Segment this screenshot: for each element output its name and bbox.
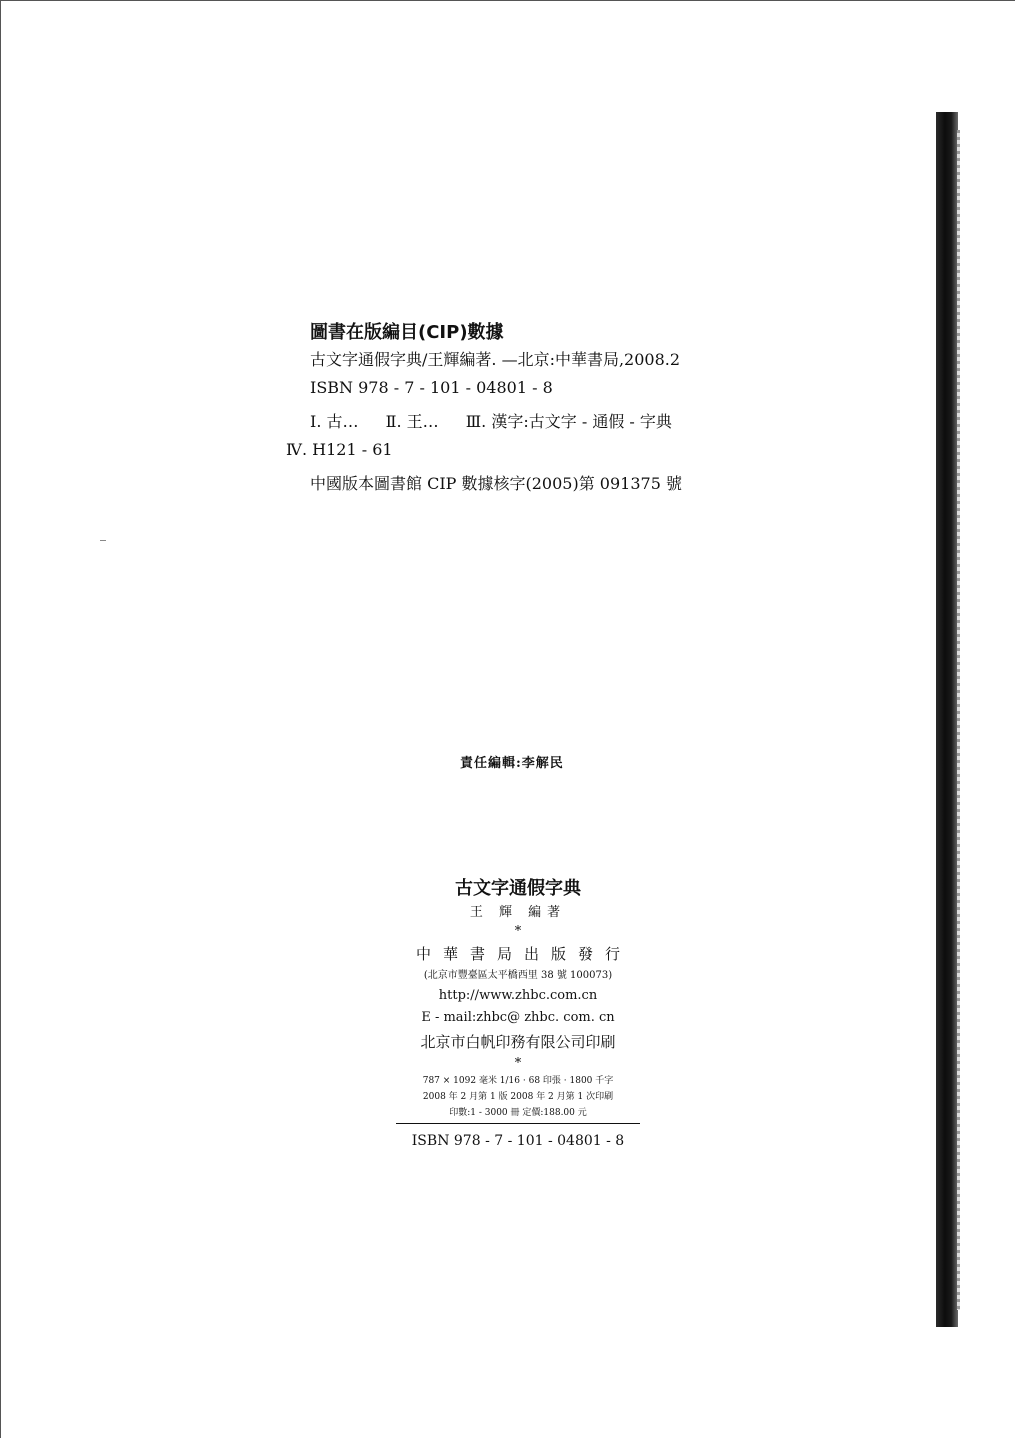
publisher-line: 中華書局出版發行 <box>415 945 632 963</box>
book-title: 古文字通假字典 <box>455 878 581 899</box>
book-spine-shadow <box>936 112 958 1327</box>
cip-bibliographic-line: 古文字通假字典/王輝編著. —北京:中華書局,2008.2 <box>310 350 681 369</box>
cip-classification-line <box>310 408 780 436</box>
cip-title: 圖書在版編目(CIP)數據 <box>310 322 504 343</box>
cip-classification-2: Ⅱ. 王… <box>385 412 439 431</box>
cip-data-block <box>286 318 780 498</box>
scan-speck <box>100 540 106 541</box>
colophon-isbn: ISBN 978 - 7 - 101 - 04801 - 8 <box>411 1133 625 1149</box>
publisher-email: E - mail:zhbc@ zhbc. com. cn <box>421 1010 615 1025</box>
edition-line: 2008 年 2 月第 1 版 2008 年 2 月第 1 次印刷 <box>422 1092 614 1102</box>
print-run-price: 印數:1 - 3000 冊 定價:188.00 元 <box>449 1108 587 1118</box>
colophon-block <box>404 875 632 1152</box>
cip-approval-number: 中國版本圖書館 CIP 數據核字(2005)第 091375 號 <box>310 474 682 493</box>
cip-classification-3: Ⅲ. 漢字:古文字 - 通假 - 字典 <box>465 412 672 431</box>
print-specs: 787 × 1092 毫米 1/16 · 68 印張 · 1800 千字 <box>422 1076 614 1086</box>
separator-star: * <box>514 924 522 939</box>
colophon-rule <box>396 1123 640 1124</box>
cip-isbn: ISBN 978 - 7 - 101 - 04801 - 8 <box>310 378 553 397</box>
publisher-address: (北京市豐臺區太平橋西里 38 號 100073) <box>423 970 613 981</box>
printer-line: 北京市白帆印務有限公司印刷 <box>420 1033 616 1051</box>
separator-star-2: * <box>514 1056 522 1071</box>
responsible-editor: 責任編輯:李解民 <box>460 756 564 771</box>
publisher-website: http://www.zhbc.com.cn <box>438 988 598 1003</box>
author-line: 王 輝 編著 <box>469 905 567 920</box>
cip-classification-1: Ⅰ. 古… <box>310 412 359 431</box>
cip-class-number: Ⅳ. H121 - 61 <box>286 440 393 459</box>
book-spine-edge <box>957 130 960 1310</box>
